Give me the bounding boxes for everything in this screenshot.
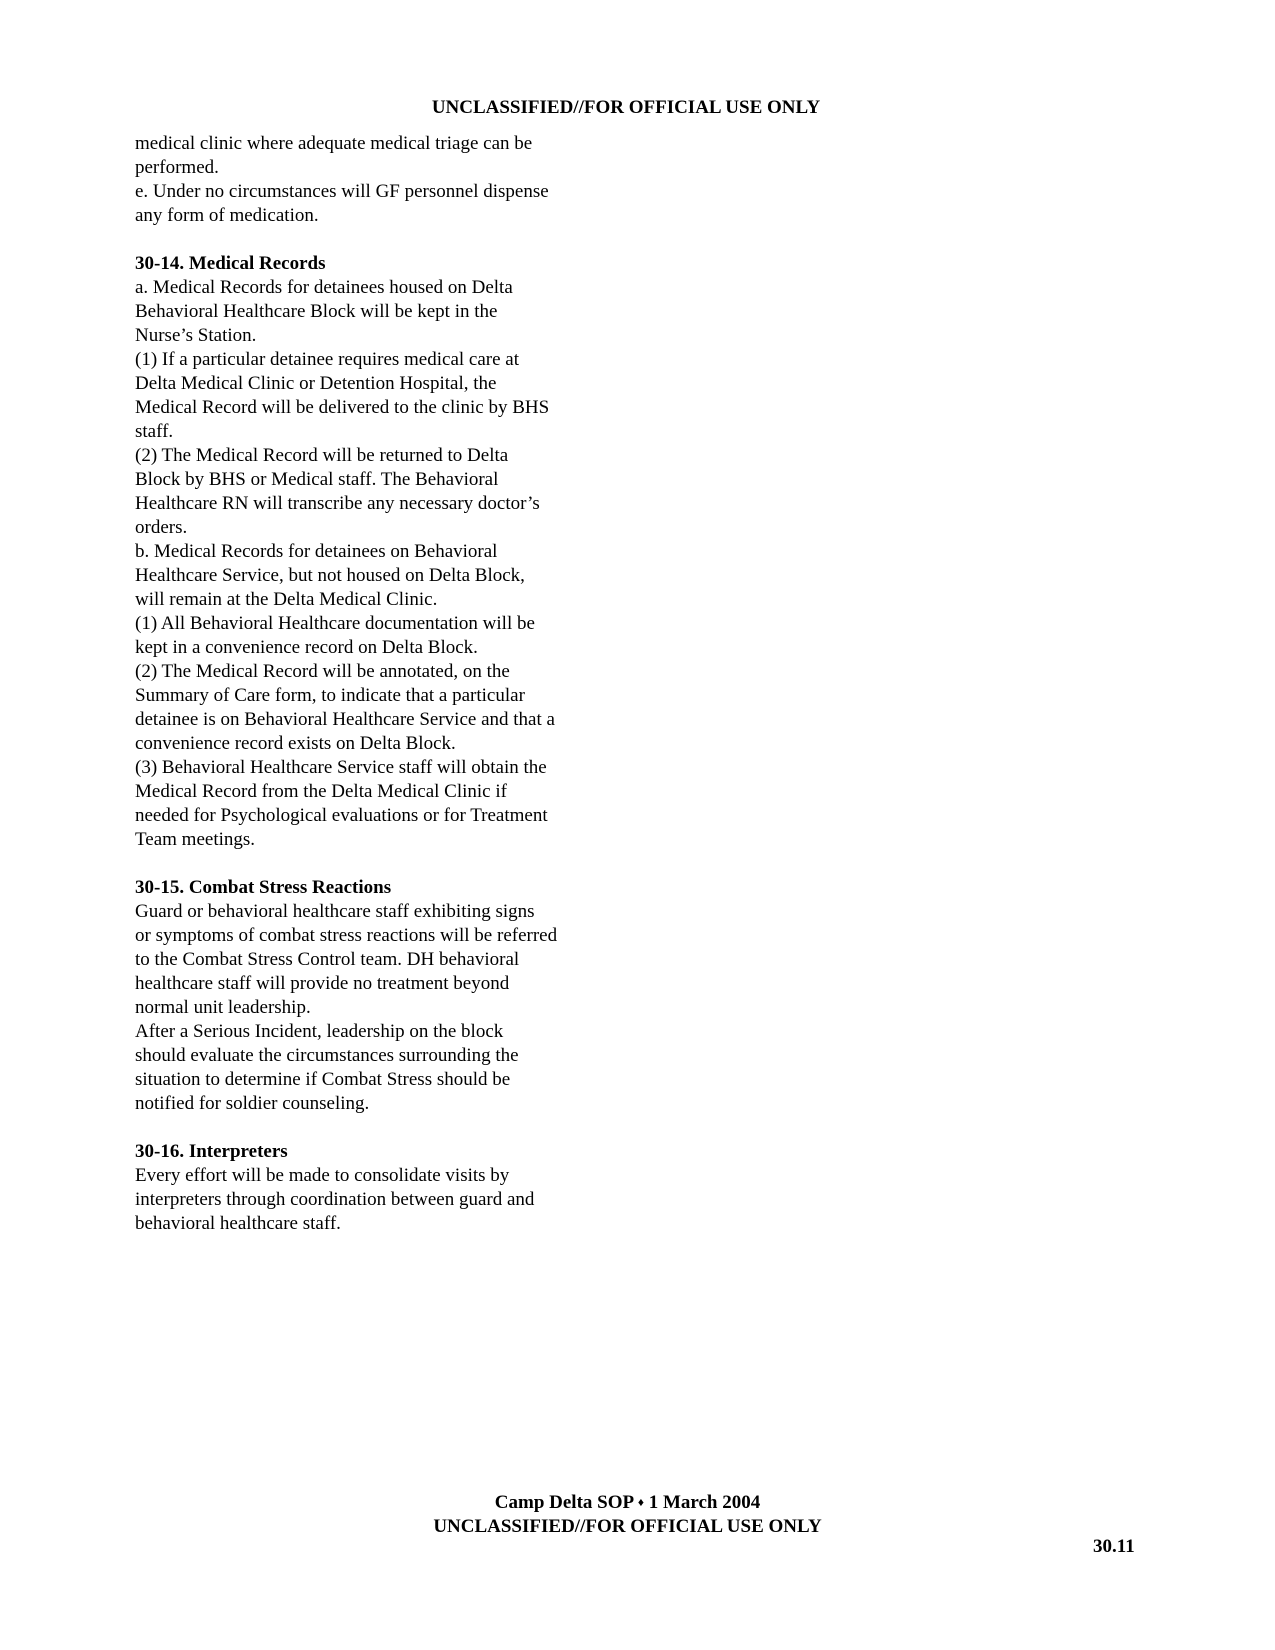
paragraph-30-14-a2: (2) The Medical Record will be returned to Delta Block by BHS or Medical staff. The Behavioral Healthcare RN will transcribe any necessary doctor’s orders.: [135, 445, 540, 538]
header-classification-text: UNCLASSIFIED//FOR OFFICIAL USE ONLY: [431, 97, 821, 118]
footer-sop-title: Camp Delta SOP: [494, 1492, 634, 1513]
paragraph-30-14-b3: (3) Behavioral Healthcare Service staff will obtain the Medical Record from the Delta Medical Clinic if needed for Psychological evaluations or for Treatment Team meetings.: [135, 757, 548, 850]
paragraph-30-14-b: b. Medical Records for detainees on Behavioral Healthcare Service, but not housed on Delta Block, will remain at the Delta Medical Clinic.: [135, 541, 525, 610]
footer-classification-text: UNCLASSIFIED//FOR OFFICIAL USE ONLY: [433, 1516, 822, 1537]
section-heading-30-15: 30-15. Combat Stress Reactions: [135, 877, 392, 898]
paragraph-30-14-b2: (2) The Medical Record will be annotated, on the Summary of Care form, to indicate that a particular detainee is on Behavioral Healthcare Service and that a convenience record exists on Delta Block.: [135, 661, 555, 754]
diamond-separator-icon: ♦: [637, 1495, 644, 1509]
document-body-column: [135, 132, 605, 1236]
footer-date: 1 March 2004: [648, 1492, 761, 1513]
paragraph-30-15-p1: Guard or behavioral healthcare staff exhibiting signs or symptoms of combat stress reactions will be referred to the Combat Stress Control team. DH behavioral healthcare staff will provide no treatment beyond normal unit leadership.: [135, 901, 558, 1018]
footer-sop-line: [0, 1490, 1275, 1515]
item-e-paragraph: e. Under no circumstances will GF personnel dispense any form of medication.: [135, 181, 549, 226]
paragraph-30-15-p2: After a Serious Incident, leadership on the block should evaluate the circumstances surrounding the situation to determine if Combat Stress should be notified for soldier counseling.: [135, 1021, 519, 1114]
page-footer: [0, 1490, 1275, 1539]
paragraph-30-14-a1: (1) If a particular detainee requires medical care at Delta Medical Clinic or Detention Hospital, the Medical Record will be delivered to the clinic by BHS staff.: [135, 349, 550, 442]
section-heading-30-14: 30-14. Medical Records: [135, 253, 326, 274]
footer-classification-marking: [0, 1515, 1275, 1539]
continuation-paragraph: medical clinic where adequate medical triage can be performed.: [135, 133, 533, 178]
section-heading-30-16: 30-16. Interpreters: [135, 1141, 288, 1162]
paragraph-30-14-a: a. Medical Records for detainees housed on Delta Behavioral Healthcare Block will be kept in the Nurse’s Station.: [135, 277, 513, 346]
page-number: 30.11: [1093, 1536, 1135, 1557]
header-classification-marking: [0, 96, 1275, 119]
paragraph-30-14-b1: (1) All Behavioral Healthcare documentation will be kept in a convenience record on Delta Block.: [135, 613, 535, 658]
paragraph-30-16-p1: Every effort will be made to consolidate visits by interpreters through coordination between guard and behavioral healthcare staff.: [135, 1165, 535, 1234]
